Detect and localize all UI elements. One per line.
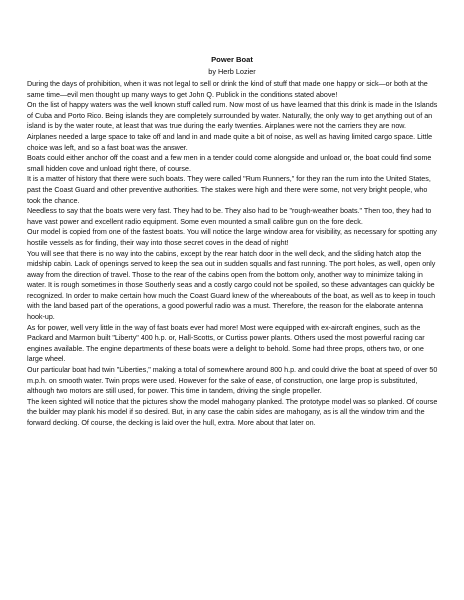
paragraph: Airplanes needed a large space to take off and land in and made quite a bit of noise, as well as having limited cargo space. Little choice was left, and so a fast boat was the answer. (27, 132, 433, 152)
document-body (27, 79, 438, 429)
document-title: Power Boat (211, 55, 253, 64)
paragraph: During the days of prohibition, when it was not legal to sell or drink the kind of stuff that made one happy or sick—or both at the same time—evil men thought up many ways to get John Q. Publick in the conditions stated above! (27, 80, 428, 99)
paragraph: It is a matter of history that there were such boats. They were called "Rum Runners," for they ran the rum into the United States, past the Coast Guard and other preventive authorities. The stakes were high and there were some, not very bright people, who took the chance. (27, 175, 431, 205)
paragraph: Boats could either anchor off the coast and a few men in a tender could come alongside and unload or, the boat could find some small hidden cove and unload right there, of course. (27, 154, 432, 173)
paragraph: You will see that there is no way into the cabins, except by the rear hatch door in the well deck, and the sliding hatch atop the midship cabin. Lack of openings served to keep the sea out in sudden squalls and fast running. The port holes, as well, open only away from the direction of travel. Those to the rear of the cabins open from the bottom only, another way to minimize taking in water. It is rough sometimes in those Southerly seas and a costly cargo could not be spoiled, so these advantages can quickly be recognized. In order to make certain how much the Coast Guard knew of the whereabouts of the boat, as well as to keep in touch with the land based part of the operations, a good powerful radio was a must. Therefore, the reason for the elaborate antenna hook-up. (27, 249, 436, 322)
paragraph: Needless to say that the boats were very fast. They had to be. They also had to be "rough-weather boats." Then too, they had to have vast power and excellent radio equipment. Some even mounted a small calibre gun on the fore deck. (27, 207, 432, 226)
paragraph: The keen sighted will notice that the pictures show the model mahogany planked. The prototype model was so planked. Of course the builder may plank his model if so desired. But, in any case the cabin sides are mahogany, as is all the window trim and the forward decking. Of course, the decking is laid over the hull, extra. More about that later on. (27, 397, 438, 427)
paragraph: As for power, well very little in the way of fast boats ever had more! Most were equipped with ex-aircraft engines, such as the Packard and Marmon built "Liberty" 400 h.p. or, Hall-Scotts, or Curtiss power plants. Others used the most powerful racing car engines available. The engine departments of these boats were a delight to behold. Some had three props, others two, or one large wheel. (27, 323, 425, 364)
paragraph: Our model is copied from one of the fastest boats. You will notice the large window area for visibility, as necessary for spotting any hostile vessels as for finding, their way into those secret coves in the dead of night! (27, 228, 437, 247)
paragraph: Our particular boat had twin "Liberties," making a total of somewhere around 800 h.p. and could drive the boat at speed of over 50 m.p.h. on smooth water. Twin props were used. However for the sake of ease, of construction, one large prop is substituted, although two motors are still used, for power. This time in tandem, driving the single propeller. (27, 366, 438, 396)
document-byline: by Herb Lozier (208, 67, 256, 76)
paragraph: On the list of happy waters was the well known stuff called rum. Now most of us have learned that this drink is made in the Islands of Cuba and Porto Rico. Being islands they are completely surrounded by water. Naturally, the only way to get anything out of an island is by the water route, at least that was true during the early twenties. Airplanes were not the carriers they are now. (27, 101, 438, 131)
